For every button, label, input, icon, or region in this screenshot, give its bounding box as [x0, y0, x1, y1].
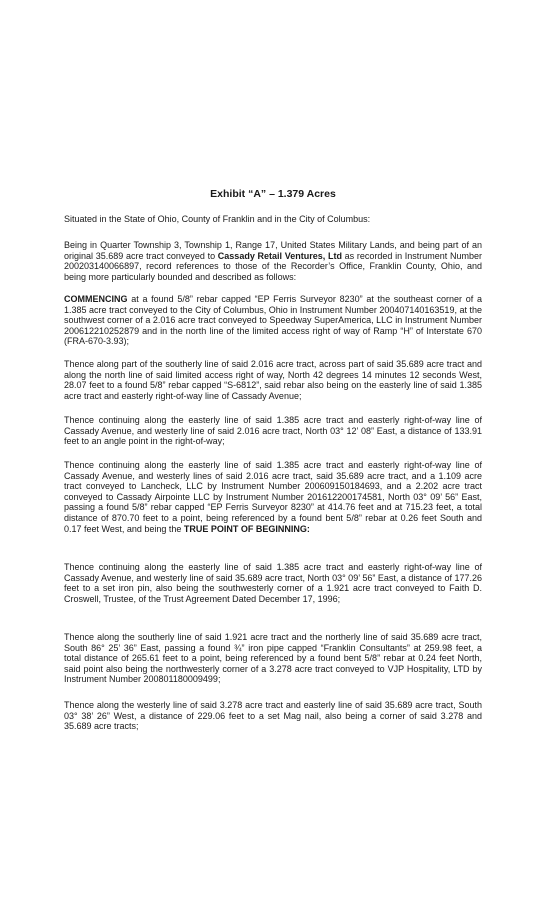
course-paragraph-1: Thence along part of the southerly line of said 2.016 acre tract, across part of said 35.689 acre tract and along the north line of said limited access right of way, North 42 degrees 14 minutes 12 seconds West, 28.07 feet to a found 5/8” rebar capped “S-6812”, said rebar also being on the easterly line of said 1.385 acre tract and easterly right-of-way line of Cassady Avenue; [64, 359, 482, 401]
grantee-name: Cassady Retail Ventures, Ltd [217, 250, 342, 261]
commencing-paragraph: COMMENCING at a found 5/8” rebar capped “EP Ferris Surveyor 8230” at the southeast corner of a 1.385 acre tract conveyed to the City of Columbus, Ohio in Instrument Number 200407140163519, at the southwest corner of a 2.016 acre tract conveyed to Speedway SuperAmerica, LLC in Instrument Number 200612210252879 and in the north line of the limited access right of way of Ramp “H” of Interstate 670 (FRA-670-3.93); [64, 294, 482, 347]
location-paragraph: Situated in the State of Ohio, County of Franklin and in the City of Columbus: [64, 214, 371, 224]
true-point-of-beginning-label: TRUE POINT OF BEGINNING: [183, 523, 310, 534]
exhibit-title: Exhibit “A” – 1.379 Acres [210, 188, 336, 200]
course-paragraph-6: Thence along the westerly line of said 3.278 acre tract and easterly line of said 35.689 acre tract, South 03° 38’ 26” West, a distance of 229.06 feet to a set Mag nail, also being a corner of said 3.278 and 35.689 acre tracts; [64, 700, 482, 732]
course-paragraph-4: Thence continuing along the easterly line of said 1.385 acre tract and easterly right-of-way line of Cassady Avenue, and westerly line of said 35.689 acre tract, North 03° 09’ 56” East, a distance of 177.26 feet to a set iron pin, also being the southwesterly corner of a 1.921 acre tract conveyed to Faith D. Croswell, Trustee, of the Trust Agreement Dated December 17, 1996; [64, 562, 482, 604]
course-paragraph-3: Thence continuing along the easterly line of said 1.385 acre tract and easterly right-of-way line of Cassady Avenue, and westerly lines of said 2.016 acre tract, said 35.689 acre tract, and a 1.109 acre tract conveyed to Lancheck, LLC by Instrument Number 200609150184693, and a 2.202 acre tract conveyed to Cassady Airpointe LLC by Instrument Number 201612200174581, North 03° 09’ 56” East, passing a found 5/8” rebar capped “EP Ferris Surveyor 8230” at 414.76 feet and at 715.23 feet, a total distance of 870.70 feet to a point, being referenced by a found bent 5/8” rebar at 0.26 feet South and 0.17 feet West, and being the TRUE POINT OF BEGINNING: [64, 460, 482, 534]
commencing-label: COMMENCING [64, 294, 128, 304]
tract-description-paragraph: Being in Quarter Township 3, Township 1, Range 17, United States Military Lands, and being part of an original 35.689 acre tract conveyed to Cassady Retail Ventures, Ltd as recorded in Instrument Number 200203140066897, record references to those of the Recorder’s Office, Franklin County, Ohio, and being more particularly bounded and described as follows: [64, 240, 483, 282]
course-paragraph-5: Thence along the southerly line of said 1.921 acre tract and the northerly line of said 35.689 acre tract, South 86° 25’ 36” East, passing a found ¾” iron pipe capped “Franklin Consultants” at 259.98 feet, a total distance of 265.61 feet to a point, being referenced by a found bent 5/8” rebar at 0.24 feet North, said point also being the northwesterly corner of a 3.278 acre tract conveyed to VJP Hospitality, LTD by Instrument Number 200801180009499; [64, 632, 482, 685]
course-paragraph-2: Thence continuing along the easterly line of said 1.385 acre tract and easterly right-of-way line of Cassady Avenue, and westerly line of said 2.016 acre tract, North 03° 12’ 08” East, a distance of 133.91 feet to an angle point in the right-of-way; [64, 415, 482, 447]
